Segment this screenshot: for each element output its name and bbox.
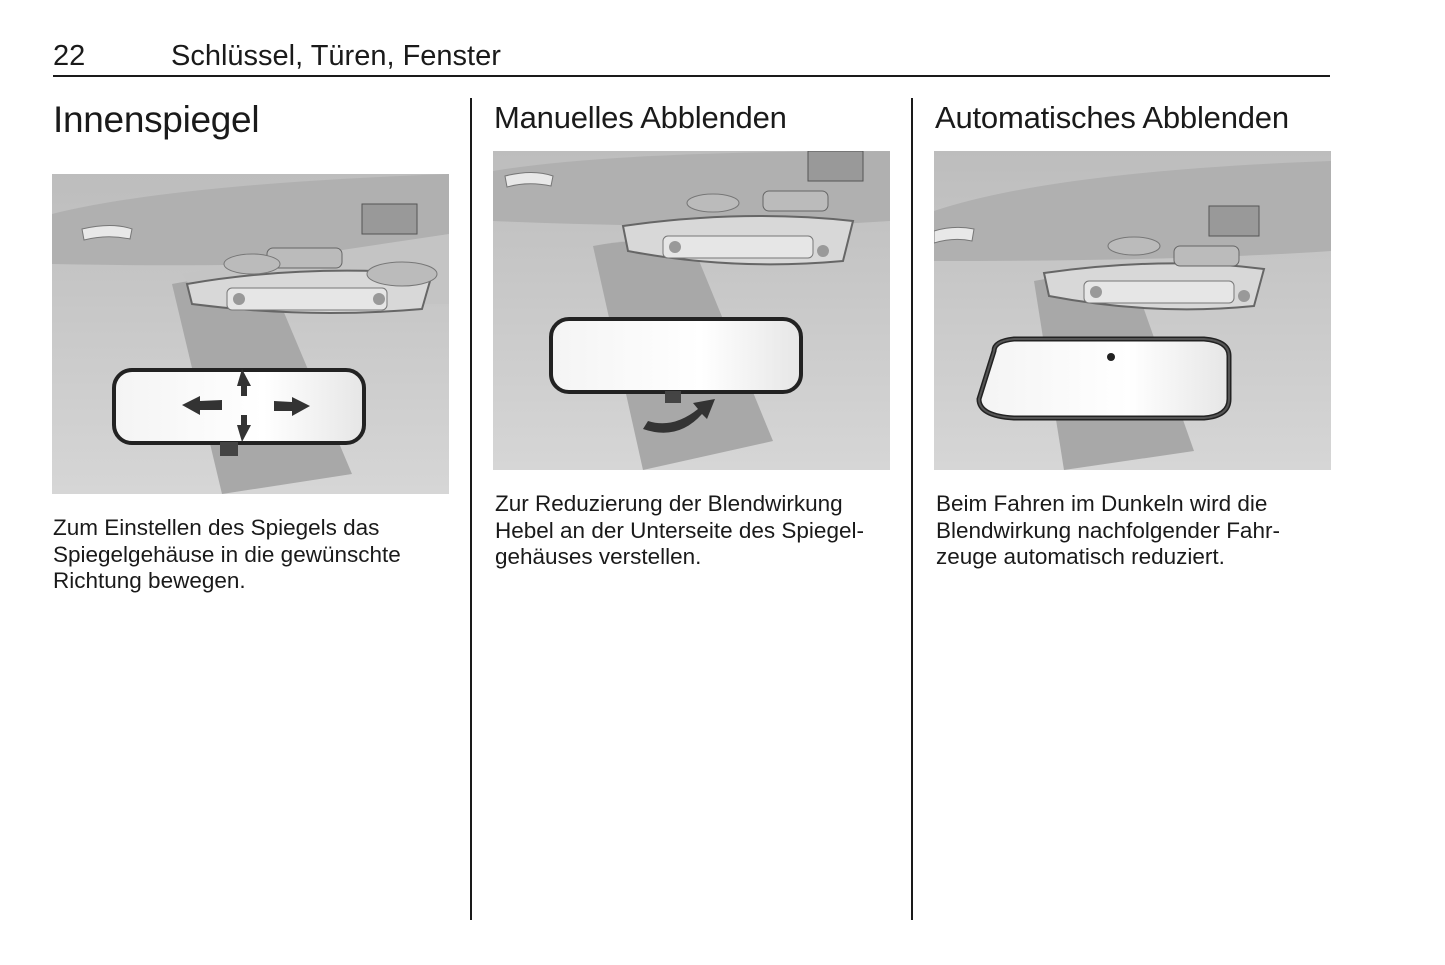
rearview-mirror-lever-illustration (493, 151, 890, 470)
section-title: Automatisches Abblenden (935, 100, 1289, 135)
section-body-text: Zur Reduzierung der Blendwirkung Hebel an der Unterseite des Spiegel- gehäuses verstellen. (495, 491, 864, 569)
header-rule (53, 75, 1330, 77)
column-divider-2 (911, 98, 913, 920)
auto-dimming-mirror-illustration (934, 151, 1331, 470)
section-automatisches-abblenden (935, 98, 1333, 138)
section-body-text: Zum Einstellen des Spiegels das Spiegelgehäuse in die gewünschte Richtung bewegen. (53, 515, 401, 593)
rearview-mirror-adjust-illustration (52, 174, 449, 494)
column-divider-1 (470, 98, 472, 920)
section-body-text: Beim Fahren im Dunkeln wird die Blendwirkung nachfolgender Fahr- zeuge automatisch reduziert. (936, 491, 1280, 569)
section-title: Innenspiegel (53, 99, 260, 140)
section-manuelles-abblenden (494, 98, 892, 138)
chapter-title: Schlüssel, Türen, Fenster (171, 40, 501, 72)
section-title: Manuelles Abblenden (494, 100, 787, 135)
section-innenspiegel (53, 98, 451, 142)
page-number: 22 (53, 40, 86, 72)
